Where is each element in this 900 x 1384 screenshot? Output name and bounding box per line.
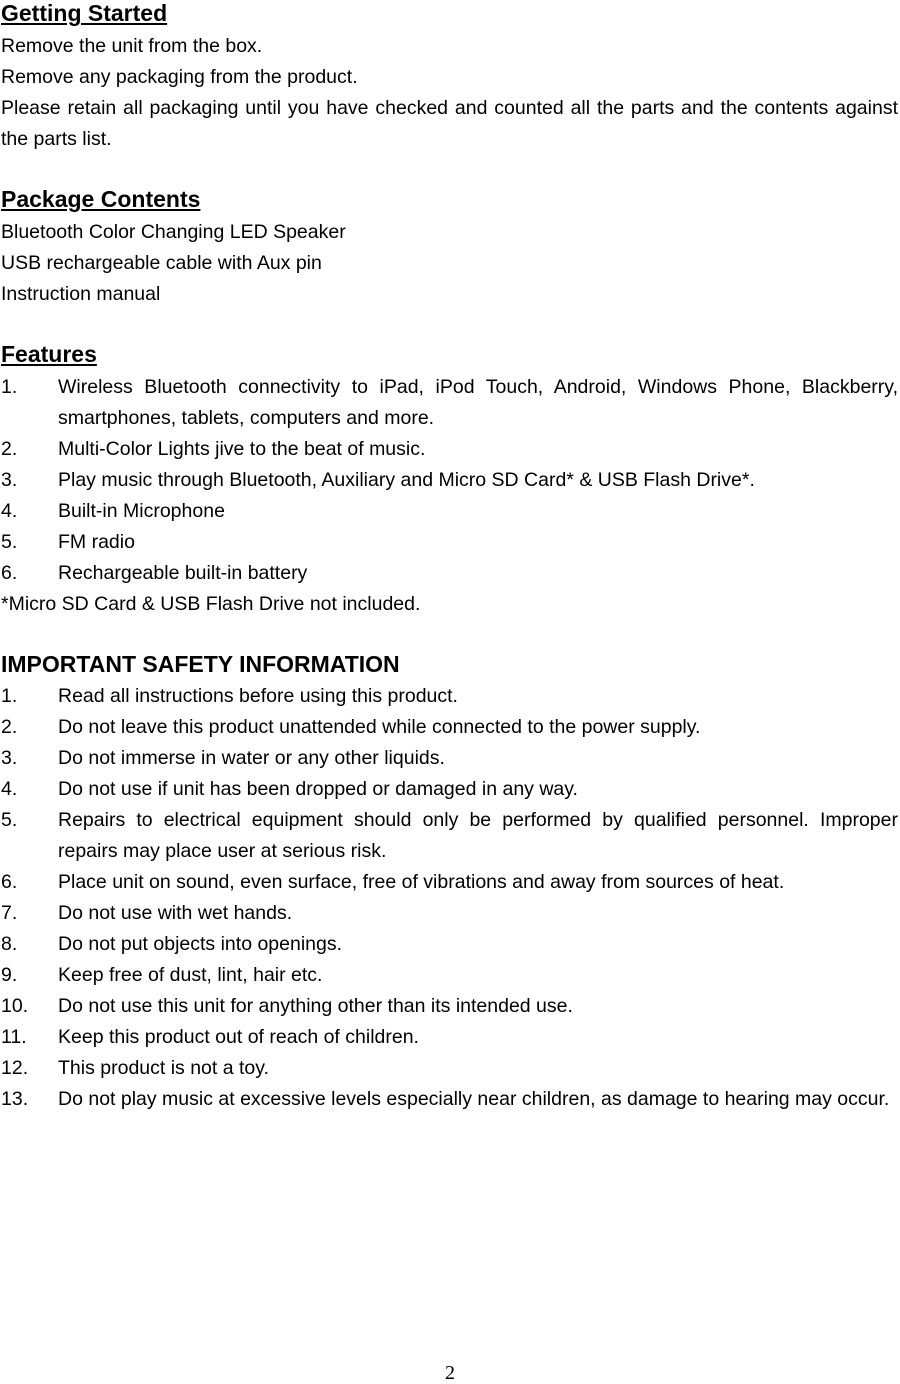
item-number: 11. bbox=[1, 1026, 27, 1048]
item-text: Do not put objects into openings. bbox=[58, 933, 343, 955]
item-number: 5. bbox=[1, 531, 18, 553]
getting-started-line: Please retain all packaging until you have checked and counted all the parts and the contents against the parts list. bbox=[1, 97, 898, 150]
list-item bbox=[1, 805, 898, 867]
list-item bbox=[1, 496, 898, 527]
features-heading: Features bbox=[1, 341, 97, 367]
features-list bbox=[1, 372, 898, 589]
features-section bbox=[1, 341, 898, 620]
item-text: This product is not a toy. bbox=[58, 1057, 269, 1079]
list-item bbox=[1, 1022, 898, 1053]
safety-section bbox=[1, 651, 898, 1115]
package-contents-section bbox=[1, 186, 898, 310]
list-item bbox=[1, 960, 898, 991]
safety-list bbox=[1, 681, 898, 1115]
item-number: 4. bbox=[1, 500, 18, 522]
getting-started-line: Remove any packaging from the product. bbox=[1, 66, 358, 88]
item-number: 6. bbox=[1, 871, 18, 893]
item-text: Wireless Bluetooth connectivity to iPad, iPod Touch, Android, Windows Phone, Blackberry, smartphones, tablets, computers and more. bbox=[58, 376, 898, 429]
list-item bbox=[1, 465, 898, 496]
item-text: Keep free of dust, lint, hair etc. bbox=[58, 964, 323, 986]
package-contents-heading: Package Contents bbox=[1, 186, 201, 212]
list-item bbox=[1, 929, 898, 960]
manual-page bbox=[1, 0, 898, 1146]
getting-started-heading: Getting Started bbox=[1, 0, 168, 26]
item-number: 1. bbox=[1, 376, 18, 398]
item-text: Do not use if unit has been dropped or damaged in any way. bbox=[58, 778, 578, 800]
getting-started-line: Remove the unit from the box. bbox=[1, 35, 263, 57]
item-number: 3. bbox=[1, 469, 18, 491]
list-item bbox=[1, 558, 898, 589]
list-item bbox=[1, 867, 898, 898]
package-contents-item: Instruction manual bbox=[1, 283, 161, 305]
item-text: Do not leave this product unattended while connected to the power supply. bbox=[58, 716, 701, 738]
item-text: FM radio bbox=[58, 531, 135, 553]
item-text: Do not use with wet hands. bbox=[58, 902, 293, 924]
item-number: 8. bbox=[1, 933, 18, 955]
features-footnote: *Micro SD Card & USB Flash Drive not included. bbox=[1, 593, 421, 615]
list-item bbox=[1, 991, 898, 1022]
item-number: 4. bbox=[1, 778, 18, 800]
item-text: Do not use this unit for anything other than its intended use. bbox=[58, 995, 573, 1017]
list-item bbox=[1, 372, 898, 434]
item-number: 13. bbox=[1, 1088, 29, 1110]
list-item bbox=[1, 527, 898, 558]
list-item bbox=[1, 743, 898, 774]
item-text: Play music through Bluetooth, Auxiliary and Micro SD Card* & USB Flash Drive*. bbox=[58, 469, 755, 491]
item-number: 10. bbox=[1, 995, 29, 1017]
item-text: Do not immerse in water or any other liquids. bbox=[58, 747, 445, 769]
item-number: 12. bbox=[1, 1057, 29, 1079]
item-number: 6. bbox=[1, 562, 18, 584]
getting-started-section bbox=[1, 0, 898, 155]
list-item bbox=[1, 712, 898, 743]
item-number: 3. bbox=[1, 747, 18, 769]
list-item bbox=[1, 1084, 898, 1115]
item-number: 7. bbox=[1, 902, 18, 924]
item-text: Do not play music at excessive levels especially near children, as damage to hearing may occur. bbox=[58, 1088, 890, 1110]
package-contents-item: Bluetooth Color Changing LED Speaker bbox=[1, 221, 346, 243]
item-number: 5. bbox=[1, 809, 18, 831]
item-text: Keep this product out of reach of children. bbox=[58, 1026, 419, 1048]
item-number: 9. bbox=[1, 964, 18, 986]
item-text: Repairs to electrical equipment should only be performed by qualified personnel. Improper repairs may place user at serious risk. bbox=[58, 809, 898, 862]
item-number: 2. bbox=[1, 438, 18, 460]
item-text: Built-in Microphone bbox=[58, 500, 225, 522]
list-item bbox=[1, 898, 898, 929]
list-item bbox=[1, 681, 898, 712]
item-text: Read all instructions before using this product. bbox=[58, 685, 458, 707]
item-text: Place unit on sound, even surface, free of vibrations and away from sources of heat. bbox=[58, 871, 785, 893]
item-number: 1. bbox=[1, 685, 18, 707]
item-number: 2. bbox=[1, 716, 18, 738]
list-item bbox=[1, 1053, 898, 1084]
list-item bbox=[1, 774, 898, 805]
item-text: Rechargeable built-in battery bbox=[58, 562, 308, 584]
list-item bbox=[1, 434, 898, 465]
safety-heading: IMPORTANT SAFETY INFORMATION bbox=[1, 651, 400, 677]
package-contents-item: USB rechargeable cable with Aux pin bbox=[1, 252, 322, 274]
page-number: 2 bbox=[445, 1362, 455, 1384]
item-text: Multi-Color Lights jive to the beat of music. bbox=[58, 438, 426, 460]
